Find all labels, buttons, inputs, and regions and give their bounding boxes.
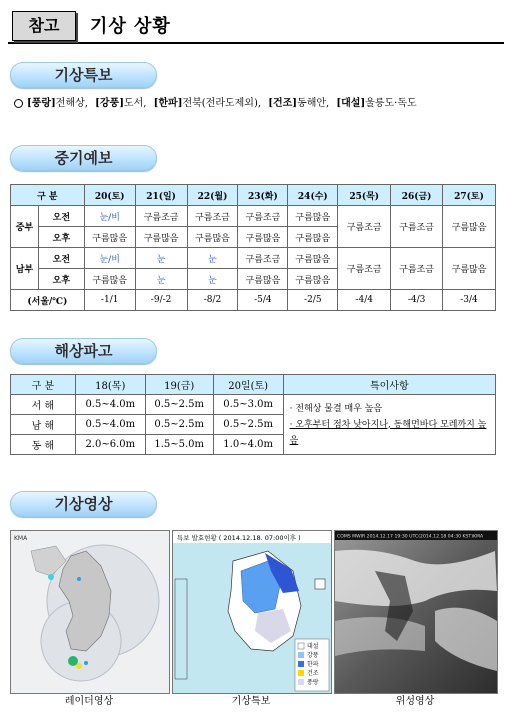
wave-note: · 오후부터 점차 낮아지나, 동해먼바다 모레까지 높음: [289, 419, 487, 446]
period-pm: 오후: [38, 269, 84, 290]
legend-label: 강풍: [307, 652, 319, 659]
region-north: 중부: [11, 206, 39, 248]
alert-caption: 기상특보: [231, 696, 271, 707]
temp-cell: -9/-2: [135, 290, 187, 311]
page-header: [8, 8, 504, 44]
bullet-circle-icon: [14, 99, 23, 108]
temp-cell: -1/1: [84, 290, 135, 311]
forecast-cell: 구름조금: [391, 248, 443, 290]
section-special-weather: 기상특보: [10, 62, 157, 88]
forecast-cell: 구름조금: [187, 206, 238, 227]
section-midterm-forecast: 중기예보: [10, 145, 157, 171]
radar-image: [10, 530, 170, 694]
legend-swatch: [298, 661, 304, 667]
satellite-caption: 위성영상: [395, 696, 435, 707]
wave-header: 19(금): [145, 375, 213, 395]
legend-label: 한파: [307, 661, 319, 668]
alert-val-heavy-snow: 울릉도·독도: [365, 98, 417, 109]
forecast-cell: 눈/비: [84, 248, 135, 269]
midterm-forecast-table: [10, 184, 496, 311]
alert-val-strong-wind: 도서,: [123, 98, 147, 109]
forecast-cell: 구름조금: [338, 248, 391, 290]
wave-header: 특이사항: [283, 375, 495, 395]
alert-val-wind-wave: 전해상,: [55, 98, 88, 109]
temp-cell: -4/4: [338, 290, 391, 311]
alert-val-dry: 동해안,: [297, 98, 330, 109]
legend-swatch: [298, 679, 304, 685]
alert-key-cold-wave: [한파]: [153, 98, 183, 109]
alert-key-wind-wave: [풍랑]: [27, 98, 56, 109]
wave-cell: 0.5~3.0m: [213, 395, 283, 415]
forecast-cell: 눈/비: [84, 206, 135, 227]
reference-badge: 참고: [12, 11, 76, 41]
north-am-row: [11, 206, 496, 227]
forecast-cell: 구름많음: [187, 227, 238, 248]
wave-header-row: [11, 375, 496, 395]
forecast-cell: 눈: [135, 269, 187, 290]
day-header: 25(목): [338, 185, 391, 206]
temp-cell: -3/4: [443, 290, 496, 311]
temp-cell: -4/3: [391, 290, 443, 311]
wave-cell: 0.5~2.5m: [213, 415, 283, 435]
forecast-cell: 구름많음: [288, 227, 338, 248]
wave-cell: 2.0~6.0m: [75, 435, 145, 455]
forecast-cell: 구름많음: [135, 227, 187, 248]
alert-map-image: [172, 530, 332, 694]
day-header: 26(금): [391, 185, 443, 206]
wave-row-west: [11, 395, 496, 415]
section-weather-images: 기상영상: [10, 491, 157, 517]
wave-header: 구 분: [11, 375, 76, 395]
forecast-corner: 구 분: [11, 185, 85, 206]
alert-key-dry: [건조]: [268, 98, 298, 109]
period-am: 오전: [38, 206, 84, 227]
alert-key-strong-wind: [강풍]: [95, 98, 124, 109]
wave-cell: 1.0~4.0m: [213, 435, 283, 455]
wave-cell: 0.5~4.0m: [75, 395, 145, 415]
forecast-cell: 구름많음: [288, 206, 338, 227]
wave-header: 20일(토): [213, 375, 283, 395]
legend-label: 건조: [307, 670, 319, 677]
legend-swatch: [298, 643, 304, 649]
legend-label: 대설: [307, 643, 319, 650]
forecast-cell: 눈: [135, 248, 187, 269]
temp-cell: -5/4: [238, 290, 288, 311]
forecast-cell: 구름많음: [84, 227, 135, 248]
radar-map-graphic: [11, 531, 169, 693]
forecast-cell: 구름조금: [238, 248, 288, 269]
forecast-cell: 구름많음: [443, 206, 496, 248]
legend-label: 풍랑: [307, 679, 319, 686]
forecast-cell: 눈: [187, 248, 238, 269]
region-south: 남부: [11, 248, 39, 290]
wave-note: · 전해상 물결 매우 높음: [289, 403, 383, 414]
forecast-cell: 구름조금: [135, 206, 187, 227]
forecast-cell: 구름많음: [238, 269, 288, 290]
forecast-cell: 구름많음: [84, 269, 135, 290]
section-wave-height: 해상파고: [10, 338, 157, 364]
wave-cell: 0.5~4.0m: [75, 415, 145, 435]
temp-label: (서울/℃): [11, 290, 85, 311]
alert-key-heavy-snow: [대설]: [336, 98, 366, 109]
period-am: 오전: [38, 248, 84, 269]
radar-caption: 레이더영상: [64, 696, 114, 707]
day-header: 22(월): [187, 185, 238, 206]
page-title: 기상 상황: [90, 16, 171, 37]
forecast-cell: 구름조금: [338, 206, 391, 248]
wave-cell: 0.5~2.5m: [145, 415, 213, 435]
wave-height-table: [10, 374, 496, 455]
day-header: 27(토): [443, 185, 496, 206]
alert-map-graphic: [173, 531, 331, 693]
wave-cell: 1.5~5.0m: [145, 435, 213, 455]
legend-swatch: [298, 652, 304, 658]
special-weather-line: [14, 94, 417, 109]
sea-name: 남 해: [11, 415, 76, 435]
period-pm: 오후: [38, 227, 84, 248]
satellite-header: COMS MWIR 2014.12.17 19:30 UTC(2014.12.18 04:30 KST)KMA: [337, 534, 484, 540]
satellite-graphic: [335, 531, 497, 693]
day-header: 24(수): [288, 185, 338, 206]
temperature-row: [11, 290, 496, 311]
wave-header: 18(목): [75, 375, 145, 395]
forecast-cell: 구름많음: [288, 248, 338, 269]
day-header: 20(토): [84, 185, 135, 206]
day-header: 23(화): [238, 185, 288, 206]
wave-notes: [283, 395, 495, 455]
forecast-cell: 구름많음: [288, 269, 338, 290]
forecast-header-row: [11, 185, 496, 206]
satellite-image: [334, 530, 498, 694]
alert-val-cold-wave: 전북(전라도제외),: [182, 98, 262, 109]
forecast-cell: 눈: [187, 269, 238, 290]
sea-name: 서 해: [11, 395, 76, 415]
legend-swatch: [298, 670, 304, 676]
temp-cell: -2/5: [288, 290, 338, 311]
sea-name: 동 해: [11, 435, 76, 455]
alert-map-header: 특보 발효현황 ( 2014.12.18. 07:00이후 ): [177, 534, 301, 542]
wave-cell: 0.5~2.5m: [145, 395, 213, 415]
forecast-cell: 구름조금: [391, 206, 443, 248]
south-am-row: [11, 248, 496, 269]
radar-header: KMA: [14, 535, 28, 542]
forecast-cell: 구름조금: [238, 206, 288, 227]
forecast-cell: 구름많음: [238, 227, 288, 248]
day-header: 21(일): [135, 185, 187, 206]
forecast-cell: 구름많음: [443, 248, 496, 290]
temp-cell: -8/2: [187, 290, 238, 311]
